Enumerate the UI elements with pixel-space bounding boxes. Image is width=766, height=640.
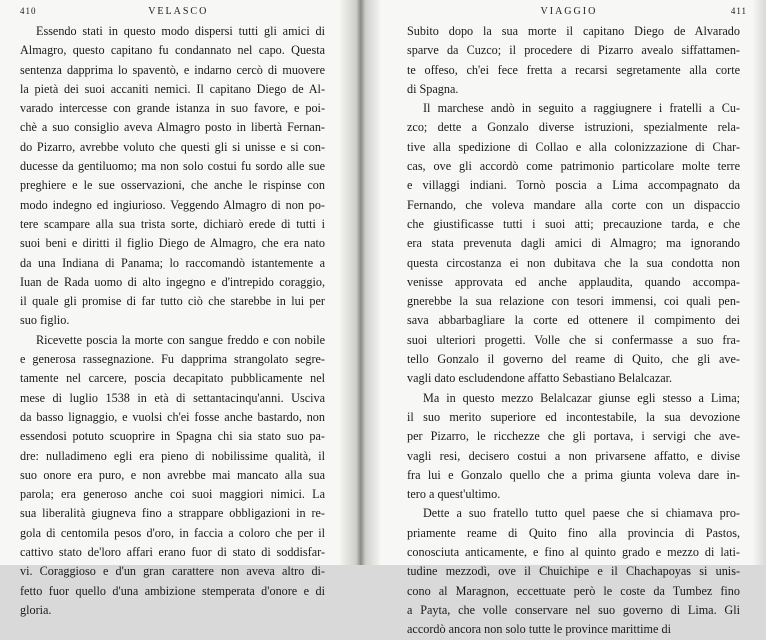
text-line: cas, ove gli accordò come patrimonio particolare molte terre xyxy=(407,159,740,174)
text-line: tive alla spedizione di Collao e alla colonizzazione di Char- xyxy=(407,139,740,154)
text-line: sentenza dapprima lo spaventò, e indarno cercò di muovere xyxy=(20,62,325,77)
text-line: suoi ulteriori progetti. Volle che si confermasse a suo fra- xyxy=(407,332,740,347)
text-line: dre: nulladimeno egli era pieno di nobilissime qualità, il xyxy=(20,448,325,463)
right-page-body xyxy=(407,22,740,640)
right-running-title: VIAGGIO xyxy=(540,6,598,17)
text-line: tamente nel carcere, poscia decapitato pubblicamente nel xyxy=(20,371,325,386)
text-line: sparve da Cuzco; il procedere di Pizarro avealo siffattamen- xyxy=(407,43,740,58)
text-line: essendosi potuto scuoprire in Spagna chi sia stato suo pa- xyxy=(20,429,325,444)
text-line: chè a suo consiglio aveva Almagro posto in libertà Fernan- xyxy=(20,120,325,135)
text-line: do Pizarro, avrebbe voluto che questi gli si unisse e si con- xyxy=(20,139,325,154)
book-gutter xyxy=(340,0,380,565)
text-line: sua liberalità giugneva fino a strappare obbligazioni in re- xyxy=(20,506,325,521)
text-line: vi. Coraggioso e d'un gran carattere non aveva altro di- xyxy=(20,564,325,579)
text-line: tere scampare alla sua trista sorte, dichiarò erede di tutti i xyxy=(20,216,325,231)
text-line: suo onore era puro, e non avrebbe mai mancato alla sua xyxy=(20,467,325,482)
paragraph xyxy=(407,22,740,99)
text-line: a Payta, che volle conservare nel suo governo di Lima. Gli xyxy=(407,602,740,617)
left-page-body xyxy=(20,22,325,620)
paragraph xyxy=(20,331,325,620)
text-line: preghiere e le sue osservazioni, che anche le rispinse con xyxy=(20,178,325,193)
text-line: Il marchese andò in seguito a raggiugnere i fratelli a Cu- xyxy=(423,101,740,116)
text-line: gloria. xyxy=(20,602,52,617)
text-line: parola; era generoso anche coi suoi maggiori nimici. La xyxy=(20,487,325,502)
text-line: Ma in questo mezzo Belalcazar giunse egli stesso a Lima; xyxy=(423,390,740,405)
paragraph xyxy=(407,99,740,388)
text-line: Dette a suo fratello tutto quel paese che si chiamava pro- xyxy=(423,506,740,521)
text-line: gnerebbe la sua relazione con tesori immensi, coi quali pen- xyxy=(407,294,740,309)
text-line: e villaggi indiani. Tornò poscia a Lima accompagnato da xyxy=(407,178,740,193)
text-line: suoi beni e diritti il figlio Diego de Almagro, che era nato xyxy=(20,236,325,251)
text-line: Iuan de Rada uomo di alto ingegno e d'intrepido coraggio, xyxy=(20,274,325,289)
text-line: Essendo stati in questo modo dispersi tutti gli amici di xyxy=(36,24,325,38)
text-line: varado intercesse con grande istanza in suo favore, e poi- xyxy=(20,101,325,116)
text-line: da una Indiana di Panama; lo raccomandò istantemente a xyxy=(20,255,325,270)
paragraph xyxy=(20,22,325,331)
text-line: fra lui e Gonzalo quello che a prima giunta voleva dare in- xyxy=(407,467,740,482)
left-running-head xyxy=(20,6,320,22)
text-line: il quale gli promise di far tutto ciò che starebbe in lui per xyxy=(20,294,325,309)
text-line: cattivo stato de'loro affari erano fuor di stato di soddisfar- xyxy=(20,545,325,560)
text-line: da basso lignaggio, e vuolsi ch'ei fosse anche bastardo, non xyxy=(20,409,325,424)
text-line: che giustificasse tutti i suoi atti; precauzione tarda, e che xyxy=(407,216,740,231)
text-line: modo indegno ed ingiurioso. Veggendo Almagro di non po- xyxy=(20,197,325,212)
left-running-title: VELASCO xyxy=(148,6,209,17)
text-line: gola di centomila pesos d'oro, in faccia a coloro che per il xyxy=(20,525,325,540)
text-line: tero a quest'ultimo. xyxy=(407,487,501,502)
text-line: era stata prevenuta dagli amici di Almagro; ma ignorando xyxy=(407,236,740,251)
text-line: venisse approvata ed anche applaudita, quando accompa- xyxy=(407,274,740,289)
text-line: Subito dopo la sua morte il capitano Diego de Alvarado xyxy=(407,24,740,38)
text-line: suo figlio. xyxy=(20,313,70,328)
text-line: cono al Maragnon, eccettuate però le coste da Tumbez fino xyxy=(407,583,740,598)
text-line: priamente reame di Quito fino alla provincia di Pastos, xyxy=(407,525,740,540)
right-page xyxy=(357,0,766,637)
paragraph xyxy=(407,389,740,505)
text-line: per Pizarro, le ricchezze che gli portava, i servigi che ave- xyxy=(407,429,740,444)
right-running-head xyxy=(407,6,747,22)
text-line: questa circostanza ei non dubitava che la sua condotta non xyxy=(407,255,740,270)
text-line: Almagro, questo capitano fu condannato nel capo. Questa xyxy=(20,43,325,58)
text-line: Fernando, che voleva mandare alla corte con un dispaccio xyxy=(407,197,740,212)
text-line: il suo merito superiore ed incontestabile, la sua devozione xyxy=(407,409,740,424)
text-line: accordò ancora non solo tutte le province marittime di xyxy=(407,622,671,637)
text-line: conosciuta anticamente, e fino al quinto grado e mezzo di lati- xyxy=(407,545,740,560)
text-line: Ricevette poscia la morte con sangue freddo e con nobile xyxy=(36,332,325,347)
text-line: vagli dato escludendone affatto Sebastiano Belalcazar. xyxy=(407,371,673,386)
text-line: te offeso, ch'ei fece fretta a recarsi segretamente alla corte xyxy=(407,62,740,77)
text-line: ducesse da gentiluomo; ma non solo costui fu sordo alle sue xyxy=(20,159,325,174)
page-edge-shadow xyxy=(752,0,766,565)
right-page-number: 411 xyxy=(730,6,747,16)
text-line: tello Gonzalo il governo del reame di Quito, che gli ave- xyxy=(407,352,740,367)
left-page-number: 410 xyxy=(20,6,37,16)
text-line: zco; dette a Gonzalo diverse istruzioni, spezialmente rela- xyxy=(407,120,740,135)
text-line: vagli resi, decisero costui a non privarsene affatto, e divise xyxy=(407,448,740,463)
text-line: la pietà dei suoi accaniti nemici. Il capitano Diego de Al- xyxy=(20,81,325,96)
text-line: di Spagna. xyxy=(407,81,459,96)
text-line: sava abbarbagliare la corte ed ottenere il compimento dei xyxy=(407,313,740,328)
paragraph xyxy=(407,504,740,639)
text-line: mese di luglio 1538 in età di settantacinqu'anni. Usciva xyxy=(20,390,325,405)
text-line: e generosa rassegnazione. Fu dapprima strangolato segre- xyxy=(20,352,325,367)
text-line: fetto fuor quello d'una ambizione stemperata d'onore e di xyxy=(20,583,325,598)
text-line: tudine mezzodì, ove il Chuichipe e il Chachapoyas si unis- xyxy=(407,564,740,579)
left-page xyxy=(0,0,357,617)
